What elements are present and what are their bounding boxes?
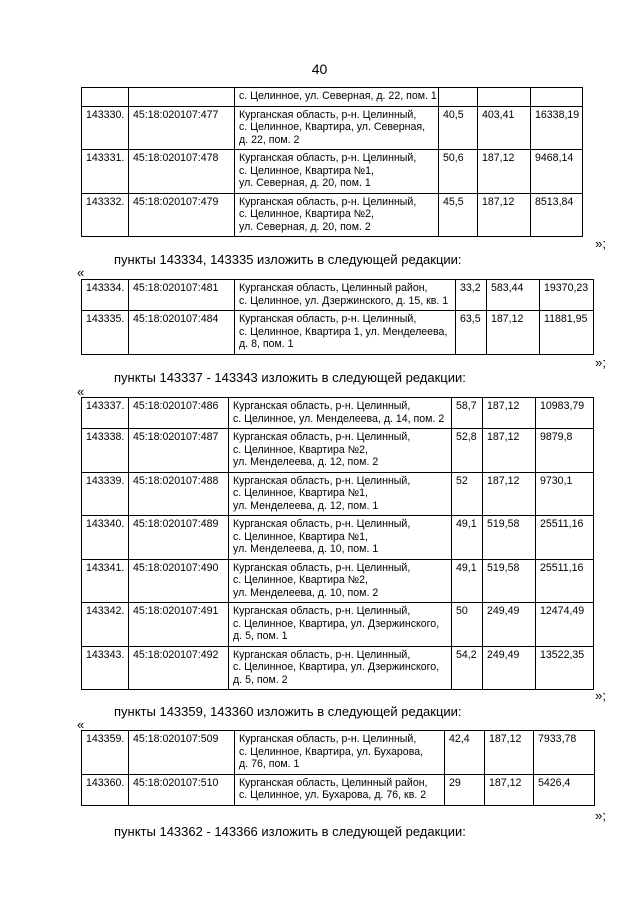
property-table <box>81 730 595 806</box>
cadastral-number-cell: 45:18:020107:478 <box>129 150 235 194</box>
area-cell: 33,2 <box>456 280 487 311</box>
cadastral-number-cell: 45:18:020107:491 <box>129 603 229 647</box>
rate-cell: 187,12 <box>483 472 536 516</box>
address-cell <box>229 398 452 429</box>
area-cell: 29 <box>445 774 485 805</box>
cadastral-value-cell: 9468,14 <box>531 150 583 194</box>
address-line: ул. Менделеева, д. 12, пом. 2 <box>233 456 379 468</box>
address-line: Курганская область, р-н. Целинный, <box>233 648 411 661</box>
cadastral-value-cell: 8513,84 <box>531 193 583 237</box>
cadastral-number-cell: 45:18:020107:484 <box>129 311 235 355</box>
table-row <box>82 88 583 107</box>
cadastral-value-cell: 12474,49 <box>536 603 594 647</box>
address-line: Курганская область, р-н. Целинный, <box>239 152 417 164</box>
quote-open: « <box>77 717 85 732</box>
rate-cell: 519,58 <box>483 516 536 560</box>
address-line: с. Целинное, ул. Менделеева, д. 14, пом. 2 <box>233 412 445 425</box>
address-cell <box>235 88 439 107</box>
area-cell: 54,2 <box>452 646 483 690</box>
table-row <box>82 731 595 775</box>
address-line: ул. Менделеева, д. 10, пом. 2 <box>233 586 379 599</box>
row-number-cell: 143359. <box>82 731 129 775</box>
rate-cell: 249,49 <box>483 603 536 647</box>
address-cell <box>229 559 452 603</box>
area-cell: 42,4 <box>445 731 485 775</box>
property-table <box>81 397 594 690</box>
row-number-cell: 143339. <box>82 472 129 516</box>
address-line: д. 22, пом. 2 <box>239 133 300 146</box>
table-row <box>82 603 594 647</box>
address-line: ул. Северная, д. 20, пом. 1 <box>239 177 371 189</box>
quote-close: »; <box>595 688 606 703</box>
area-cell: 50 <box>452 603 483 647</box>
address-cell <box>229 516 452 560</box>
quote-close: »; <box>595 355 606 370</box>
cadastral-value-cell: 19370,23 <box>540 280 594 311</box>
cadastral-number-cell: 45:18:020107:510 <box>129 774 235 805</box>
cadastral-number-cell: 45:18:020107:487 <box>129 429 229 473</box>
address-line: с. Целинное, Квартира №1, <box>233 487 368 499</box>
table-row <box>82 472 594 516</box>
cadastral-number-cell: 45:18:020107:509 <box>129 731 235 775</box>
address-cell <box>229 603 452 647</box>
rate-cell: 403,41 <box>478 106 531 150</box>
rate-cell: 187,12 <box>485 731 534 775</box>
cadastral-number-cell: 45:18:020107:479 <box>129 193 235 237</box>
row-number-cell: 143337. <box>82 398 129 429</box>
address-cell <box>235 731 445 775</box>
cadastral-number-cell: 45:18:020107:481 <box>129 280 235 311</box>
address-cell <box>235 150 439 194</box>
area-cell: 63,5 <box>456 311 487 355</box>
address-line: Курганская область, р-н. Целинный, <box>233 474 411 487</box>
row-number-cell: 143340. <box>82 516 129 560</box>
address-line: с. Целинное, Квартира 1, ул. Менделеева, <box>239 325 448 338</box>
address-line: с. Целинное, Квартира №2, <box>233 443 368 456</box>
table-row <box>82 774 595 805</box>
address-line: с. Целинное, Квартира, ул. Северная, <box>239 121 426 133</box>
address-line: Курганская область, р-н. Целинный, <box>239 733 417 745</box>
cadastral-number-cell: 45:18:020107:489 <box>129 516 229 560</box>
address-cell <box>235 774 445 805</box>
address-cell <box>229 646 452 690</box>
address-cell <box>235 106 439 150</box>
amendment-paragraph: пункты 143334, 143335 изложить в следующей редакции: <box>114 252 462 267</box>
address-cell <box>235 311 456 355</box>
rate-cell: 249,49 <box>483 646 536 690</box>
cadastral-number-cell: 45:18:020107:486 <box>129 398 229 429</box>
area-cell: 52,8 <box>452 429 483 473</box>
amendment-paragraph: пункты 143337 - 143343 изложить в следующей редакции: <box>114 370 466 385</box>
page-number: 40 <box>311 61 328 77</box>
address-line: ул. Северная, д. 20, пом. 2 <box>239 220 371 233</box>
address-cell <box>229 472 452 516</box>
cadastral-value-cell: 13522,35 <box>536 646 594 690</box>
row-number-cell: 143341. <box>82 559 129 603</box>
address-line: с. Целинное, Квартира №1, <box>233 530 368 543</box>
cadastral-value-cell: 16338,19 <box>531 106 583 150</box>
rate-cell: 187,12 <box>485 774 534 805</box>
address-line: д. 5, пом. 2 <box>233 673 288 686</box>
address-line: д. 5, пом. 1 <box>233 630 288 642</box>
address-cell <box>235 193 439 237</box>
cadastral-value-cell: 9879,8 <box>536 429 594 473</box>
row-number-cell: 143338. <box>82 429 129 473</box>
table-row <box>82 398 594 429</box>
area-cell: 50,6 <box>439 150 478 194</box>
row-number-cell: 143330. <box>82 106 129 150</box>
table-row <box>82 150 583 194</box>
table-row <box>82 646 594 690</box>
address-line: Курганская область, Целинный район, <box>239 776 428 789</box>
cadastral-value-cell: 7933,78 <box>534 731 595 775</box>
address-line: д. 76, пом. 1 <box>239 758 300 770</box>
quote-open: « <box>77 265 85 280</box>
quote-close: »; <box>595 236 606 251</box>
quote-open: « <box>77 384 85 399</box>
table-row <box>82 516 594 560</box>
address-line: с. Целинное, Квартира, ул. Бухарова, <box>239 745 424 758</box>
area-cell: 49,1 <box>452 559 483 603</box>
address-line: с. Целинное, Квартира №2, <box>233 574 368 586</box>
row-number-cell <box>82 88 129 107</box>
area-cell: 40,5 <box>439 106 478 150</box>
table-row <box>82 106 583 150</box>
area-cell: 45,5 <box>439 193 478 237</box>
rate-cell: 583,44 <box>487 280 540 311</box>
amendment-paragraph: пункты 143362 - 143366 изложить в следующей редакции: <box>114 824 466 839</box>
table-row <box>82 559 594 603</box>
address-line: ул. Менделеева, д. 12, пом. 1 <box>233 499 379 512</box>
cadastral-number-cell: 45:18:020107:490 <box>129 559 229 603</box>
address-line: с. Целинное, ул. Северная, д. 22, пом. 1 <box>239 90 437 102</box>
address-line: с. Целинное, Квартира №2, <box>239 208 374 220</box>
area-cell: 52 <box>452 472 483 516</box>
address-line: д. 8, пом. 1 <box>239 338 294 350</box>
address-line: с. Целинное, ул. Бухарова, д. 76, кв. 2 <box>239 789 427 801</box>
table-row <box>82 429 594 473</box>
rate-cell: 519,58 <box>483 559 536 603</box>
cadastral-number-cell: 45:18:020107:488 <box>129 472 229 516</box>
area-cell <box>439 88 478 107</box>
row-number-cell: 143342. <box>82 603 129 647</box>
area-cell: 58,7 <box>452 398 483 429</box>
cadastral-value-cell: 25511,16 <box>536 559 594 603</box>
row-number-cell: 143335. <box>82 311 129 355</box>
rate-cell: 187,12 <box>483 429 536 473</box>
row-number-cell: 143334. <box>82 280 129 311</box>
cadastral-value-cell <box>531 88 583 107</box>
area-cell: 49,1 <box>452 516 483 560</box>
address-line: с. Целинное, Квартира №1, <box>239 164 374 177</box>
rate-cell <box>478 88 531 107</box>
address-line: Курганская область, р-н. Целинный, <box>233 605 411 617</box>
address-cell <box>229 429 452 473</box>
address-cell <box>235 280 456 311</box>
address-line: Курганская область, р-н. Целинный, <box>233 561 411 574</box>
address-line: Курганская область, р-н. Целинный, <box>233 400 411 412</box>
table-row <box>82 193 583 237</box>
address-line: Курганская область, р-н. Целинный, <box>239 195 417 208</box>
row-number-cell: 143332. <box>82 193 129 237</box>
address-line: Курганская область, Целинный район, <box>239 282 428 294</box>
cadastral-value-cell: 10983,79 <box>536 398 594 429</box>
address-line: ул. Менделеева, д. 10, пом. 1 <box>233 543 379 555</box>
amendment-paragraph: пункты 143359, 143360 изложить в следующей редакции: <box>114 704 462 719</box>
cadastral-number-cell: 45:18:020107:477 <box>129 106 235 150</box>
address-line: Курганская область, р-н. Целинный, <box>239 108 417 121</box>
rate-cell: 187,12 <box>478 150 531 194</box>
address-line: Курганская область, р-н. Целинный, <box>239 313 417 325</box>
address-line: с. Целинное, ул. Дзержинского, д. 15, кв. 1 <box>239 294 449 307</box>
cadastral-number-cell <box>129 88 235 107</box>
cadastral-value-cell: 11881,95 <box>540 311 594 355</box>
property-table <box>81 279 594 355</box>
row-number-cell: 143331. <box>82 150 129 194</box>
address-line: с. Целинное, Квартира, ул. Дзержинского, <box>233 661 440 673</box>
cadastral-number-cell: 45:18:020107:492 <box>129 646 229 690</box>
cadastral-value-cell: 9730,1 <box>536 472 594 516</box>
cadastral-value-cell: 5426,4 <box>534 774 595 805</box>
rate-cell: 187,12 <box>478 193 531 237</box>
table-row <box>82 280 594 311</box>
row-number-cell: 143343. <box>82 646 129 690</box>
table-row <box>82 311 594 355</box>
rate-cell: 187,12 <box>487 311 540 355</box>
address-line: с. Целинное, Квартира, ул. Дзержинского, <box>233 617 440 630</box>
quote-close: »; <box>595 808 606 823</box>
address-line: Курганская область, р-н. Целинный, <box>233 431 411 443</box>
address-line: Курганская область, р-н. Целинный, <box>233 518 411 530</box>
row-number-cell: 143360. <box>82 774 129 805</box>
rate-cell: 187,12 <box>483 398 536 429</box>
property-table <box>81 87 583 237</box>
cadastral-value-cell: 25511,16 <box>536 516 594 560</box>
